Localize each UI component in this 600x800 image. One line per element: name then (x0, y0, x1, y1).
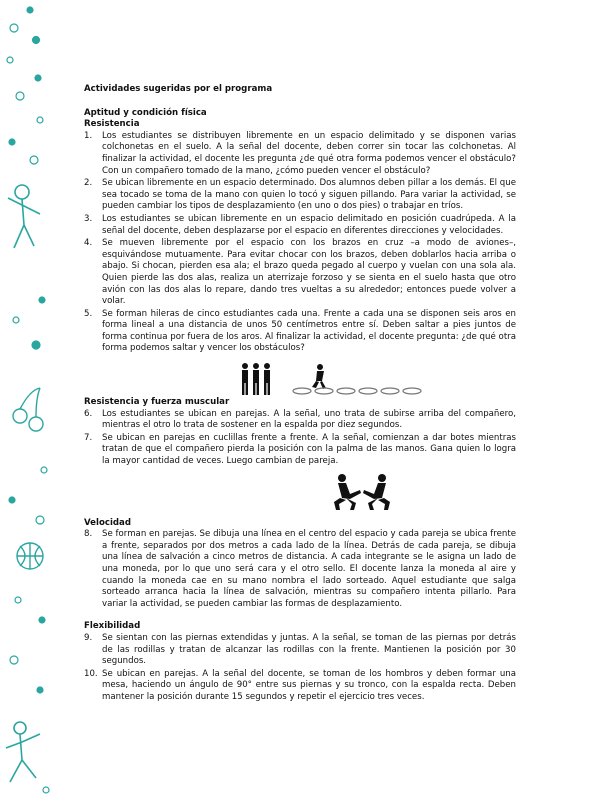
item-number: 8. (84, 529, 93, 540)
item-number: 7. (84, 432, 93, 443)
margin-decoration (0, 0, 70, 800)
item-number: 10. (84, 668, 98, 679)
item-number: 9. (84, 632, 93, 643)
child-jumping-icon (8, 185, 40, 248)
group-heading-fuerza: Resistencia y fuerza muscular (84, 397, 230, 408)
item-number: 4. (84, 238, 93, 249)
item-number: 3. (84, 213, 93, 224)
item-text: Se forman en parejas. Se dibuja una línea en el centro del espacio y cada pareja se ubica frente a frente, separados por dos metros a cada lado de la línea. Detrás de cada pareja, se dibuja una línea de salvación a cinco metros de distancia. A cada integrante se le asigna un lado de una moneda, por lo que uno será cara y el otro sello. El docente lanza la moneda al aire y cuando la moneda cae en su mano nombra el lado sorteado. Aquel estudiante que salga sorteado arranca hacia la línea de salvación, mientras su compañero intenta pillarlo. Para variar la actividad, se pueden cambiar las formas de desplazamiento. (102, 529, 516, 609)
item-number: 2. (84, 178, 93, 189)
document-title: Actividades sugeridas por el programa (84, 84, 273, 94)
item-text: Se ubican en parejas. A la señal del docente, se toman de los hombros y deben formar una mesa, haciendo un ángulo de 90° entre sus piernas y su tronco, con la espalda recta. Deben mantener la posición durante 15 segundos y repetir el ejercicio tres veces. (102, 668, 516, 702)
list-fuerza (84, 409, 516, 468)
hoops-illustration (84, 361, 516, 397)
section-title: Aptitud y condición física (84, 107, 207, 118)
list-velocidad (84, 529, 516, 610)
list-resistencia (84, 131, 516, 355)
list-flexibilidad (84, 633, 516, 704)
crouching-pair-icon (84, 472, 516, 512)
item-text: Se ubican libremente en un espacio determinado. Dos alumnos deben pillar a los demás. El que sea tocado se toma de la mano con quien lo tocó y siguen pillando. Para variar la actividad, se pueden cambiar los tipos de desplazamiento (en uno o dos pies) o trabajar en tríos. (102, 178, 516, 212)
list-item (84, 669, 516, 704)
item-text: Los estudiantes se ubican en parejas. A la señal, uno trata de subirse arriba del compañero, mientras el otro lo trata de sostener en la espalda por diez segundos. (102, 408, 516, 431)
item-text: Los estudiantes se distribuyen libremente en un espacio delimitado y se disponen varias colchonetas en el suelo. A la señal del docente, deben correr sin tocar las colchonetas. Al finalizar la actividad, el docente les pregunta ¿de qué otra forma podemos vencer el obstáculo? Con un compañero tomado de la mano, ¿cómo pueden vencer el obstáculo? (102, 130, 516, 176)
item-text: Se ubican en parejas en cuclillas frente a frente. A la señal, comienzan a dar botes mientras tratan de que el compañero pierda la posición con la palma de las manos. Gana quien lo logra la mayor cantidad de veces. Luego cambian de pareja. (102, 432, 516, 467)
child-running-icon (6, 722, 40, 782)
item-number: 6. (84, 408, 93, 419)
list-item (84, 214, 516, 237)
item-text: Se forman hileras de cinco estudiantes cada una. Frente a cada una se disponen seis aros en forma lineal a una distancia de unos 50 centímetros entre sí. Deben saltar a pies juntos de forma continua por fuera de los aros. Al finalizar la actividad, el docente pregunta: ¿de qué otra forma podemos saltar y vencer los obstáculos? (102, 308, 516, 354)
crouching-pair-illustration (84, 472, 516, 512)
item-number: 1. (84, 130, 93, 141)
list-item (84, 433, 516, 468)
item-text: Se mueven libremente por el espacio con los brazos en cruz –a modo de aviones–, esquivándose mutuamente. Para evitar chocar con los brazos, deben doblarlos hacia arriba o abajo. Si chocan, pierden esa ala; el brazo queda pegado al cuerpo y vuelan con una sola ala. Quien pierde las dos alas, realiza un aterrizaje forzoso y se sienta en el suelo hasta que otro avión con las dos alas lo repare, dando tres vueltas a su alrededor; entonces puede volver a volar. (102, 238, 516, 307)
ball-icon (17, 543, 43, 569)
list-item (84, 529, 516, 610)
list-item (84, 178, 516, 213)
list-item (84, 238, 516, 308)
jumping-hoops-icon (84, 361, 516, 397)
item-number: 5. (84, 308, 93, 319)
list-item (84, 633, 516, 668)
list-item (84, 409, 516, 432)
cherries-icon (13, 388, 43, 431)
list-item (84, 309, 516, 355)
group-heading-resistencia: Resistencia (84, 119, 140, 130)
item-text: Se sientan con las piernas extendidas y juntas. A la señal, se toman de las piernas por detrás de las rodillas y tratan de alcanzar las rodillas con la frente. Mantienen la posición por 30 segundos. (102, 632, 516, 667)
list-item (84, 131, 516, 177)
item-text: Los estudiantes se ubican libremente en un espacio delimitado en posición cuadrúpeda. A la señal del docente, deben desplazarse por el espacio en diferentes direcciones y velocidades. (102, 213, 516, 236)
group-heading-velocidad: Velocidad (84, 517, 132, 528)
group-heading-flexibilidad: Flexibilidad (84, 621, 141, 632)
document-body (84, 84, 516, 705)
